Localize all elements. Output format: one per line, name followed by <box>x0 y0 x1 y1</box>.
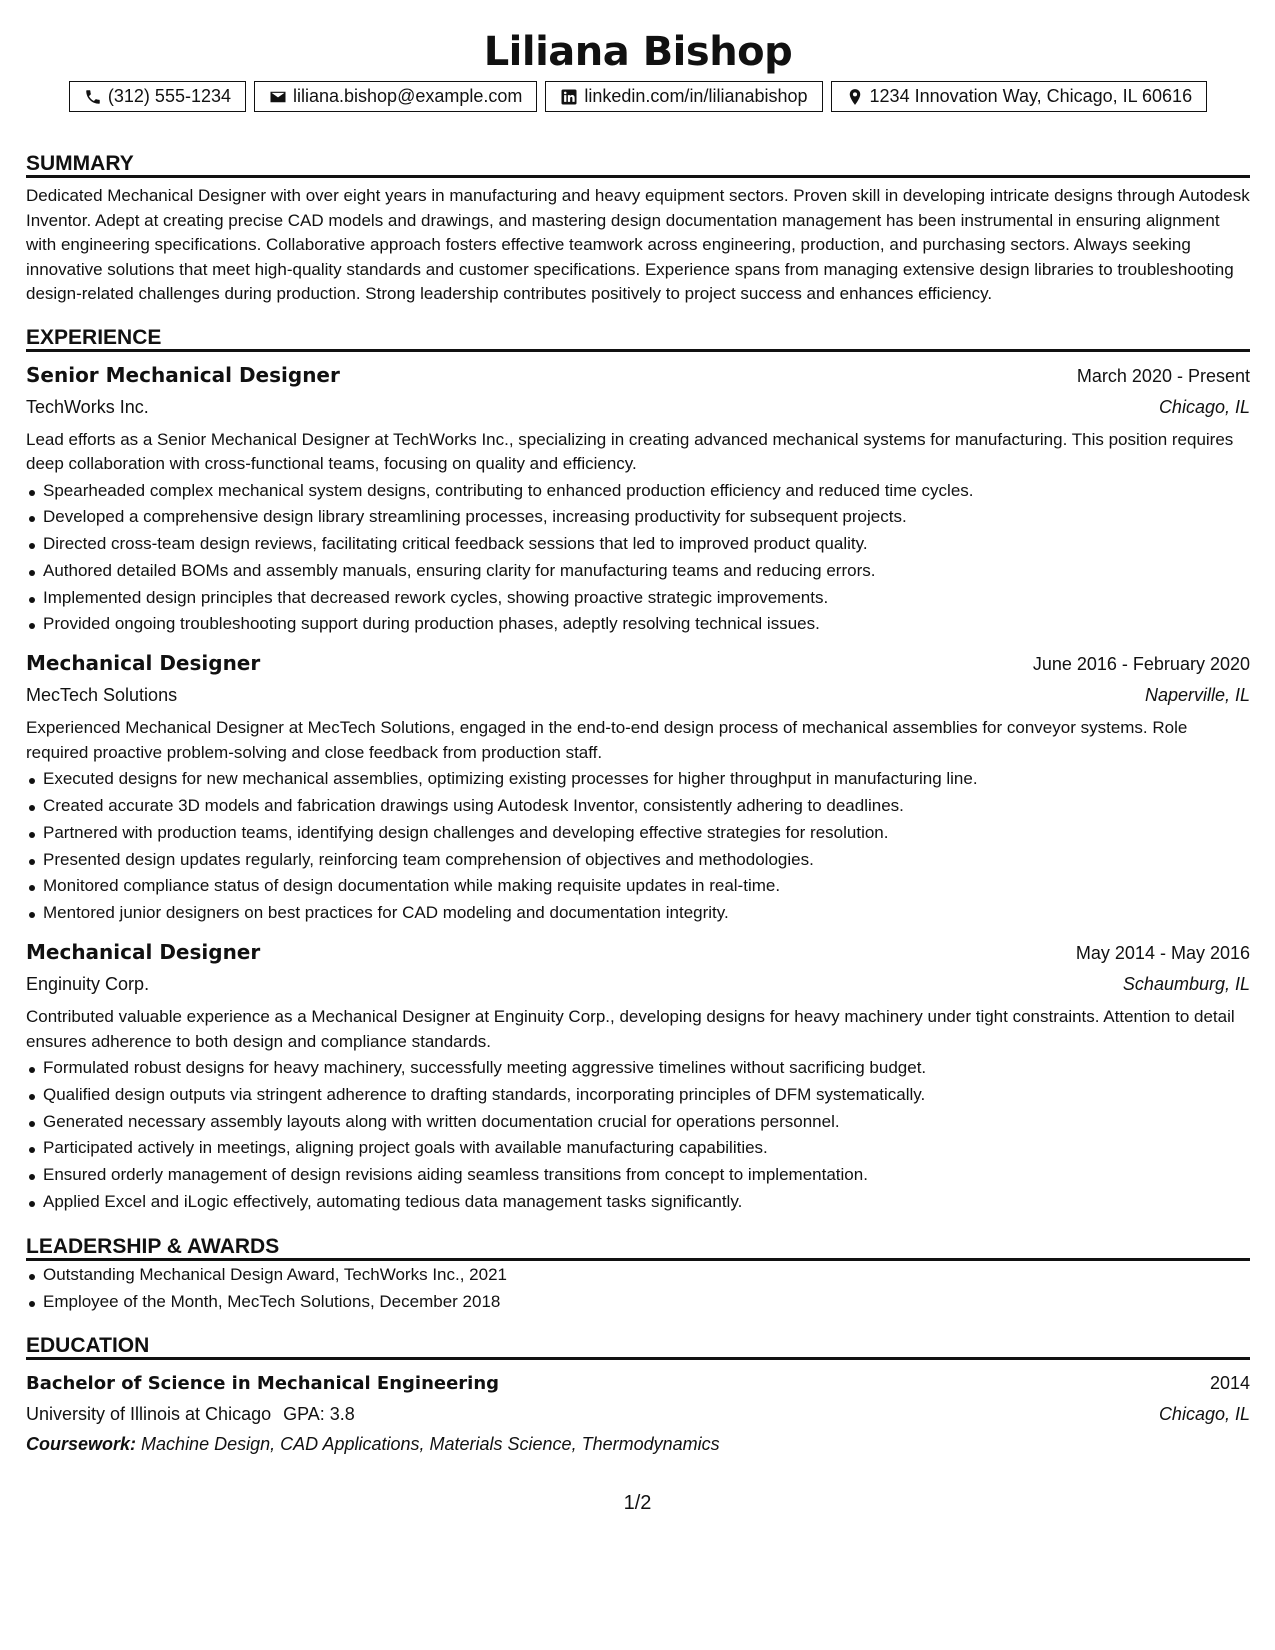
list-item: Authored detailed BOMs and assembly manuals, ensuring clarity for manufacturing teams and reducing errors. <box>26 558 1250 585</box>
job-location: Naperville, IL <box>1144 685 1250 706</box>
list-item: Directed cross-team design reviews, facilitating critical feedback sessions that led to improved product quality. <box>26 531 1250 558</box>
list-item: Generated necessary assembly layouts along with written documentation crucial for operations personnel. <box>26 1109 1250 1136</box>
job-entry <box>26 937 1250 1216</box>
list-item: Formulated robust designs for heavy machinery, successfully meeting aggressive timelines without sacrificing budget. <box>26 1055 1250 1082</box>
list-item: Implemented design principles that decreased rework cycles, showing proactive strategic improvements. <box>26 585 1250 612</box>
list-item: Participated actively in meetings, aligning project goals with available manufacturing capabilities. <box>26 1135 1250 1162</box>
summary-text: Dedicated Mechanical Designer with over eight years in manufacturing and heavy equipment sectors. Proven skill in developing intricate designs through Autodesk Inventor. Adept at creating precise CAD models and drawings, and mastering design documentation management has been instrumental in ensuring alignment with engineering specifications. Collaborative approach fosters effective teamwork across engineering, production, and purchasing sectors. Always seeking innovative solutions that meet high-quality standards and customer specifications. Experience spans from managing extensive design libraries to troubleshooting design-related challenges during production. Strong leadership contributes positively to project success and enhances efficiency. <box>26 186 1250 303</box>
section-title-experience: EXPERIENCE <box>26 324 1250 352</box>
contact-address[interactable] <box>831 81 1208 112</box>
section-title-education: EDUCATION <box>26 1332 1250 1360</box>
job-company: TechWorks Inc. <box>26 396 149 417</box>
list-item: Spearheaded complex mechanical system designs, contributing to enhanced production efficiency and reduced time cycles. <box>26 478 1250 505</box>
address-text: 1234 Innovation Way, Chicago, IL 60616 <box>869 86 1193 106</box>
school-name: University of Illinois at Chicago <box>26 1404 272 1425</box>
list-item: Monitored compliance status of design documentation while making requisite updates in real-time. <box>26 873 1250 900</box>
list-item: Created accurate 3D models and fabrication drawings using Autodesk Inventor, consistently adhering to deadlines. <box>26 793 1250 820</box>
job-role: Senior Mechanical Designer <box>26 362 340 387</box>
job-bullets <box>26 478 1250 639</box>
linkedin-icon <box>560 88 578 106</box>
list-item: Outstanding Mechanical Design Award, TechWorks Inc., 2021 <box>26 1262 1250 1289</box>
list-item: Applied Excel and iLogic effectively, automating tedious data management tasks significantly. <box>26 1189 1250 1216</box>
experience-section <box>26 324 1250 1216</box>
email-text: liliana.bishop@example.com <box>293 86 523 106</box>
candidate-name: Liliana Bishop <box>483 29 793 75</box>
page-number: 1/2 <box>623 1492 652 1514</box>
list-item: Ensured orderly management of design revisions aiding seamless transitions from concept to implementation. <box>26 1162 1250 1189</box>
job-entry <box>26 648 1250 927</box>
degree: Bachelor of Science in Mechanical Engineering <box>26 1373 500 1395</box>
leadership-section <box>26 1233 1250 1316</box>
list-item: Partnered with production teams, identifying design challenges and developing effective strategies for resolution. <box>26 820 1250 847</box>
linkedin-text: linkedin.com/in/lilianabishop <box>584 86 808 106</box>
envelope-icon <box>269 88 287 106</box>
map-pin-icon <box>846 88 864 106</box>
job-dates: June 2016 - February 2020 <box>1032 654 1250 675</box>
job-entry <box>26 360 1250 639</box>
list-item: Developed a comprehensive design library streamlining processes, increasing productivity for subsequent projects. <box>26 504 1250 531</box>
job-location: Schaumburg, IL <box>1122 974 1250 995</box>
list-item: Mentored junior designers on best practices for CAD modeling and documentation integrity. <box>26 900 1250 927</box>
contact-email[interactable] <box>254 81 537 112</box>
job-role: Mechanical Designer <box>26 940 261 965</box>
contact-linkedin[interactable] <box>545 81 822 112</box>
education-entry <box>26 1368 1250 1459</box>
list-item: Executed designs for new mechanical assemblies, optimizing existing processes for higher throughput in manufacturing line. <box>26 766 1250 793</box>
coursework-list: Machine Design, CAD Applications, Materials Science, Thermodynamics <box>141 1434 720 1455</box>
contact-bar <box>26 81 1250 112</box>
job-description: Lead efforts as a Senior Mechanical Designer at TechWorks Inc., specializing in creating advanced mechanical systems for manufacturing. This position requires deep collaboration with cross-functional teams, focusing on quality and efficiency. <box>26 429 1234 473</box>
job-company: MecTech Solutions <box>26 685 178 706</box>
summary-section <box>26 150 1250 307</box>
coursework <box>26 1429 1250 1459</box>
job-dates: March 2020 - Present <box>1076 365 1250 386</box>
list-item: Employee of the Month, MecTech Solutions, December 2018 <box>26 1289 1250 1316</box>
list-item: Presented design updates regularly, reinforcing team comprehension of objectives and methodologies. <box>26 847 1250 874</box>
gpa: GPA: 3.8 <box>283 1404 355 1425</box>
phone-text: (312) 555-1234 <box>107 86 231 106</box>
list-item: Provided ongoing troubleshooting support during production phases, adeptly resolving technical issues. <box>26 611 1250 638</box>
coursework-label: Coursework: <box>26 1434 137 1455</box>
job-company: Enginuity Corp. <box>26 974 150 995</box>
job-description: Contributed valuable experience as a Mechanical Designer at Enginuity Corp., developing designs for heavy machinery under tight constraints. Attention to detail ensures adherence to both design and compliance standards. <box>26 1007 1235 1051</box>
job-dates: May 2014 - May 2016 <box>1075 943 1250 964</box>
contact-phone[interactable] <box>69 81 246 112</box>
awards-list <box>26 1262 1250 1316</box>
phone-icon <box>84 88 102 106</box>
education-section <box>26 1332 1250 1459</box>
job-description: Experienced Mechanical Designer at MecTech Solutions, engaged in the end-to-end design process of mechanical assemblies for conveyor systems. Role required proactive problem-solving and close feedback from production staff. <box>26 718 1188 762</box>
job-location: Chicago, IL <box>1158 396 1250 417</box>
school-location: Chicago, IL <box>1158 1404 1250 1425</box>
section-title-summary: SUMMARY <box>26 150 1250 178</box>
graduation-year: 2014 <box>1209 1373 1250 1394</box>
job-role: Mechanical Designer <box>26 651 261 676</box>
resume-page <box>26 0 1250 1459</box>
list-item: Qualified design outputs via stringent adherence to drafting standards, incorporating principles of DFM systematically. <box>26 1082 1250 1109</box>
job-bullets <box>26 766 1250 927</box>
section-title-leadership: LEADERSHIP & AWARDS <box>26 1233 1250 1261</box>
job-bullets <box>26 1055 1250 1216</box>
